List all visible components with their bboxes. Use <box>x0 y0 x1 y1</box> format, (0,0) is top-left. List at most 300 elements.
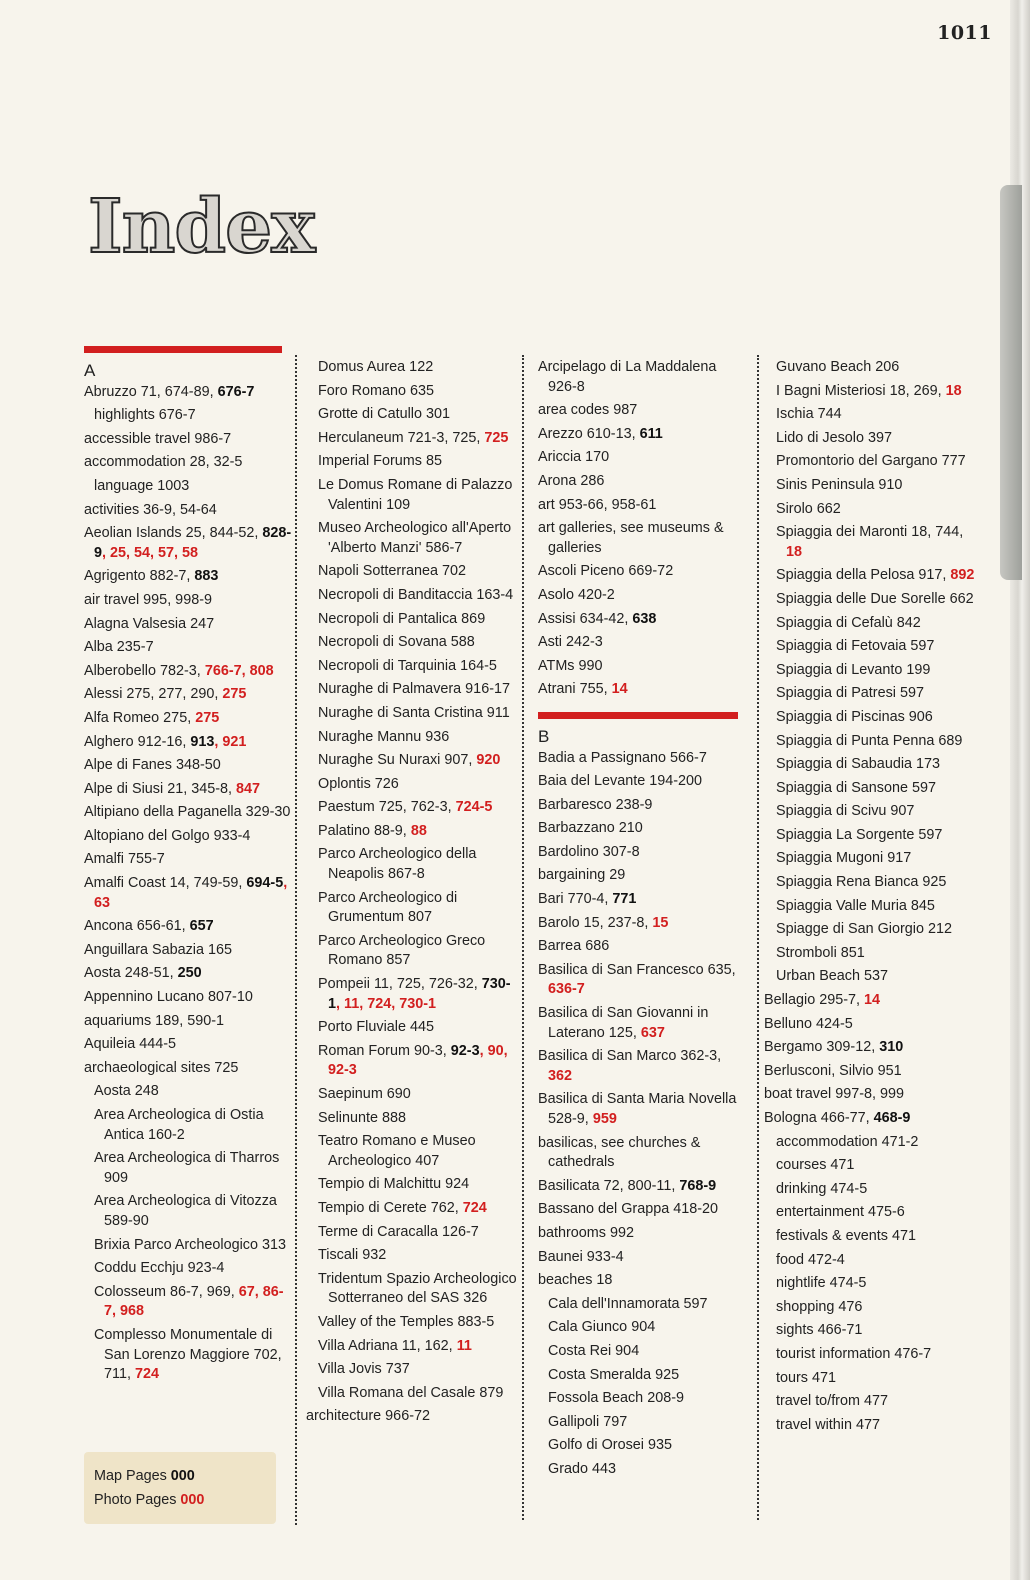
entry-text: area codes 987 <box>538 402 638 419</box>
index-entry <box>538 401 743 421</box>
entry-photo-page: 18 <box>945 382 962 399</box>
index-entry <box>538 1004 743 1043</box>
entry-text: Asolo 420-2 <box>538 586 615 603</box>
entry-text: Bergamo 309-12, <box>764 1039 880 1056</box>
entry-text: travel to/from 477 <box>776 1393 888 1410</box>
entry-text: Basilica di San Giovanni in Laterano 125, <box>538 1005 709 1041</box>
entry-text: Alfa Romeo 275, <box>84 709 196 726</box>
entry-photo-page: 11 <box>456 1337 472 1354</box>
index-entry <box>776 405 976 425</box>
index-entry <box>84 874 294 913</box>
section-bar <box>84 346 282 353</box>
index-entry <box>84 524 294 563</box>
index-entry <box>776 1156 976 1176</box>
entry-text: Villa Jovis 737 <box>318 1361 410 1378</box>
entry-text: Baunei 933-4 <box>538 1248 624 1265</box>
index-entry <box>776 661 976 681</box>
index-entry <box>318 1175 518 1195</box>
entry-text: Alba 235-7 <box>84 639 154 656</box>
entry-text: Aosta 248-51, <box>84 965 178 982</box>
entry-list <box>538 749 743 1480</box>
index-entry <box>538 1200 743 1220</box>
entry-map-page: 638 <box>632 610 657 627</box>
entry-text: Nuraghe di Santa Cristina 911 <box>318 704 510 721</box>
index-entry <box>776 779 976 799</box>
entry-text: Spiaggia di Patresi 597 <box>776 685 925 702</box>
index-entry <box>318 1337 518 1357</box>
entry-text: activities 36-9, 54-64 <box>84 501 217 518</box>
index-entry <box>318 382 518 402</box>
entry-text: ATMs 990 <box>538 657 603 674</box>
index-entry <box>538 633 743 653</box>
entry-text: basilicas, see churches & cathedrals <box>538 1134 701 1171</box>
legend-value: 000 <box>180 1492 205 1508</box>
entry-text: Brixia Parco Archeologico 313 <box>94 1236 286 1253</box>
index-entry <box>538 472 743 492</box>
index-entry <box>84 1059 294 1079</box>
entry-text: Imperial Forums 85 <box>318 453 442 470</box>
index-entry <box>84 780 294 800</box>
entry-text: accommodation 471-2 <box>776 1133 919 1150</box>
entry-photo-page: 637 <box>640 1024 665 1041</box>
index-entry <box>776 614 976 634</box>
index-entry <box>318 1109 518 1129</box>
entry-text: Le Domus Romane di Palazzo Valentini 109 <box>318 476 513 513</box>
entry-list <box>764 358 976 1435</box>
entry-photo-page: 14 <box>611 681 628 698</box>
entry-text: Golfo di Orosei 935 <box>548 1437 672 1454</box>
entry-text: Aquileia 444-5 <box>84 1036 177 1053</box>
index-entry <box>538 914 743 934</box>
legend-label: Photo Pages <box>94 1492 181 1508</box>
index-entry <box>776 476 976 496</box>
entry-text: festivals & events 471 <box>776 1227 916 1244</box>
entry-photo-page: , 921 <box>214 733 247 750</box>
entry-text: Costa Rei 904 <box>548 1342 640 1359</box>
index-entry <box>538 425 743 445</box>
index-entry <box>318 1270 518 1309</box>
index-entry <box>776 684 976 704</box>
entry-text: Atrani 755, <box>538 681 612 698</box>
index-entry <box>84 567 294 587</box>
index-entry <box>318 1246 518 1266</box>
entry-text: Urban Beach 537 <box>776 968 889 985</box>
entry-photo-page: 892 <box>950 567 975 584</box>
entry-text: Selinunte 888 <box>318 1109 407 1126</box>
entry-photo-page: , 90, 92-3 <box>328 1042 508 1079</box>
entry-text: Fossola Beach 208-9 <box>548 1390 684 1407</box>
entry-text: Terme di Caracalla 126-7 <box>318 1223 479 1240</box>
column-divider <box>757 355 759 1520</box>
section-letter-b: B <box>538 726 550 746</box>
index-entry <box>538 1436 743 1456</box>
index-entry <box>538 1318 743 1338</box>
entry-photo-page: 15 <box>652 914 669 931</box>
index-entry <box>538 680 743 700</box>
entry-text: Belluno 424-5 <box>764 1015 853 1032</box>
entry-text: tours 471 <box>776 1369 837 1386</box>
index-entry <box>538 1366 743 1386</box>
index-entry <box>538 1047 743 1086</box>
page-number: 1011 <box>937 22 992 44</box>
index-entry <box>84 1259 294 1279</box>
entry-text: shopping 476 <box>776 1298 863 1315</box>
index-entry <box>538 843 743 863</box>
index-entry <box>538 1248 743 1268</box>
entry-text: Grado 443 <box>548 1460 617 1477</box>
index-entry <box>318 1384 518 1404</box>
entry-map-page: 250 <box>177 965 202 982</box>
entry-photo-page: 766-7, 808 <box>204 662 274 679</box>
index-entry <box>538 819 743 839</box>
index-entry <box>318 775 518 795</box>
index-entry <box>318 476 518 515</box>
entry-text: Abruzzo 71, 674-89, <box>84 383 218 400</box>
entry-text: Badia a Passignano 566-7 <box>538 749 707 766</box>
index-entry <box>84 964 294 984</box>
index-entry <box>776 1274 976 1294</box>
entry-text: Amalfi Coast 14, 749-59, <box>84 875 247 892</box>
entry-text: Ascoli Piceno 669-72 <box>538 563 674 580</box>
index-entry <box>318 1313 518 1333</box>
entry-text: Napoli Sotterranea 702 <box>318 563 467 580</box>
entry-text: Barolo 15, 237-8, <box>538 914 653 931</box>
index-entry <box>318 1360 518 1380</box>
index-entry <box>318 452 518 472</box>
entry-text: Tempio di Malchittu 924 <box>318 1176 470 1193</box>
index-entry <box>764 1015 976 1035</box>
entry-text: Parco Archeologico Greco Romano 857 <box>318 932 486 969</box>
index-entry <box>318 798 518 818</box>
entry-text: Museo Archeologico all'Aperto 'Alberto Manzi' 586-7 <box>318 520 512 556</box>
index-entry <box>84 850 294 870</box>
entry-text: Roman Forum 90-3, <box>318 1042 451 1059</box>
index-entry <box>84 1106 294 1145</box>
entry-text: Spiaggia di Cefalù 842 <box>776 614 921 631</box>
entry-text: air travel 995, 998-9 <box>84 591 212 608</box>
entry-text: bargaining 29 <box>538 867 626 884</box>
index-entry <box>318 845 518 884</box>
index-entry <box>84 501 294 521</box>
entry-text: Agrigento 882-7, <box>84 568 195 585</box>
index-entry <box>538 586 743 606</box>
entry-text: accommodation 28, 32-5 <box>84 454 243 471</box>
entry-text: architecture 966-72 <box>306 1408 430 1425</box>
page-title: Index <box>88 184 315 270</box>
entry-text: Bologna 466-77, <box>764 1110 874 1126</box>
index-entry <box>776 1416 976 1436</box>
section-bar <box>538 712 738 719</box>
index-entry <box>318 751 518 771</box>
index-entry <box>84 591 294 611</box>
index-entry <box>776 1321 976 1341</box>
entry-text: Foro Romano 635 <box>318 382 434 399</box>
index-entry <box>84 1326 294 1385</box>
entry-text: Area Archeologica di Vitozza 589-90 <box>94 1193 277 1229</box>
entry-text: Lido di Jesolo 397 <box>776 429 893 446</box>
photo-pages-legend <box>94 1488 276 1512</box>
index-column-2 <box>306 358 518 1431</box>
index-entry <box>538 1389 743 1409</box>
entry-text: Paestum 725, 762-3, <box>318 799 456 816</box>
entry-map-page: 657 <box>189 918 214 935</box>
entry-text: Palatino 88-9, <box>318 822 411 839</box>
index-entry <box>776 826 976 846</box>
entry-text: Teatro Romano e Museo Archeologico 407 <box>318 1133 476 1169</box>
index-entry <box>776 944 976 964</box>
entry-text: Cala Giunco 904 <box>548 1319 656 1336</box>
index-entry <box>538 937 743 957</box>
entry-map-page: 768-9 <box>679 1177 717 1194</box>
index-entry <box>318 822 518 842</box>
index-entry <box>84 477 294 497</box>
entry-text: Spiaggia di Punta Penna 689 <box>776 732 963 749</box>
entry-text: art 953-66, 958-61 <box>538 496 657 513</box>
entry-text: Tridentum Spazio Archeologico Sotterraneo del SAS 326 <box>318 1270 517 1307</box>
index-entry <box>776 708 976 728</box>
entry-text: Stromboli 851 <box>776 944 865 961</box>
entry-text: Oplontis 726 <box>318 775 399 792</box>
index-entry <box>84 733 294 753</box>
index-entry <box>776 1298 976 1318</box>
index-entry <box>776 1180 976 1200</box>
entry-text: I Bagni Misteriosi 18, 269, <box>776 382 946 399</box>
entry-text: food 472-4 <box>776 1251 845 1268</box>
index-column-1 <box>84 358 294 1389</box>
entry-photo-page: 67, 86-7, 968 <box>104 1283 284 1320</box>
index-entry <box>318 1223 518 1243</box>
index-entry <box>538 961 743 1000</box>
index-entry <box>318 932 518 971</box>
entry-text: Herculaneum 721-3, 725, <box>318 429 485 446</box>
entry-text: Guvano Beach 206 <box>776 359 900 375</box>
entry-list <box>538 358 743 700</box>
index-entry <box>776 755 976 775</box>
entry-text: Arezzo 610-13, <box>538 425 640 442</box>
index-entry <box>84 1012 294 1032</box>
entry-text: Alpe di Fanes 348-50 <box>84 757 221 774</box>
entry-text: Spiaggia Valle Muria 845 <box>776 897 935 914</box>
index-entry <box>776 637 976 657</box>
index-entry <box>538 1271 743 1291</box>
entry-map-page: 913 <box>190 733 215 750</box>
index-entry <box>764 1038 976 1058</box>
entry-text: Alessi 275, 277, 290, <box>84 686 223 703</box>
entry-text: Spiaggia della Pelosa 917, <box>776 567 951 584</box>
index-entry <box>538 610 743 630</box>
entry-map-page: 611 <box>639 425 663 442</box>
index-entry <box>538 562 743 582</box>
entry-photo-page: , 25, 54, 57, 58 <box>102 544 199 561</box>
index-entry <box>538 657 743 677</box>
entry-text: Amalfi 755-7 <box>84 851 165 868</box>
entry-text: nightlife 474-5 <box>776 1275 867 1292</box>
map-pages-legend <box>94 1464 276 1488</box>
entry-photo-page: 18 <box>786 543 803 560</box>
entry-text: tourist information 476-7 <box>776 1345 932 1362</box>
entry-text: courses 471 <box>776 1157 855 1174</box>
entry-text: Alpe di Siusi 21, 345-8, <box>84 780 236 797</box>
index-entry <box>538 1224 743 1244</box>
entry-text: Porto Fluviale 445 <box>318 1019 434 1036</box>
entry-text: Parco Archeologico di Grumentum 807 <box>318 889 458 926</box>
index-entry <box>318 405 518 425</box>
index-entry <box>538 1177 743 1197</box>
index-entry <box>318 1132 518 1171</box>
index-entry <box>776 1345 976 1365</box>
entry-text: bathrooms 992 <box>538 1224 634 1241</box>
index-entry <box>318 519 518 558</box>
entry-text: boat travel 997-8, 999 <box>764 1086 905 1103</box>
entry-map-page: 694-5 <box>246 875 284 892</box>
entry-text: Altopiano del Golgo 933-4 <box>84 827 251 844</box>
index-entry <box>764 991 976 1011</box>
entry-text: art galleries, see museums & galleries <box>538 520 724 556</box>
page-legend <box>84 1452 276 1524</box>
index-entry <box>84 917 294 937</box>
section-letter-a: A <box>84 361 96 380</box>
entry-text: Spiaggia delle Due Sorelle 662 <box>776 590 974 607</box>
index-entry <box>776 849 976 869</box>
index-entry <box>538 796 743 816</box>
entry-text: Alghero 912-16, <box>84 733 191 750</box>
entry-text: Spiaggia di Sabaudia 173 <box>776 756 941 773</box>
entry-text: Colosseum 86-7, 969, <box>94 1283 239 1300</box>
index-entry <box>84 988 294 1008</box>
entry-text: Pompeii 11, 725, 726-32, <box>318 976 482 993</box>
entry-photo-page: 275 <box>195 709 220 726</box>
index-entry <box>538 448 743 468</box>
index-entry <box>318 1042 518 1081</box>
entry-text: Barrea 686 <box>538 938 610 955</box>
entry-text: Villa Romana del Casale 879 <box>318 1384 504 1401</box>
entry-text: Grotte di Catullo 301 <box>318 406 450 423</box>
entry-text: Altipiano della Paganella 329-30 <box>84 804 291 821</box>
thumb-tab <box>1000 185 1022 580</box>
index-entry <box>84 941 294 961</box>
entry-text: Villa Adriana 11, 162, <box>318 1337 457 1354</box>
entry-text: Bassano del Grappa 418-20 <box>538 1201 719 1218</box>
entry-text: Promontorio del Gargano 777 <box>776 453 966 470</box>
index-entry <box>318 1018 518 1038</box>
entry-map-page: 92-3 <box>450 1042 480 1059</box>
entry-text: Arcipelago di La Maddalena 926-8 <box>538 359 717 395</box>
entry-text: Necropoli di Tarquinia 164-5 <box>318 657 497 674</box>
entry-photo-page: 275 <box>222 686 247 703</box>
entry-text: Nuraghe Su Nuraxi 907, <box>318 752 477 769</box>
entry-text: Sirolo 662 <box>776 500 841 517</box>
index-entry <box>538 519 743 558</box>
entry-map-page: 828-9 <box>94 525 292 561</box>
entry-map-page: 730-1 <box>328 976 511 1012</box>
entry-text: Alberobello 782-3, <box>84 662 205 679</box>
index-entry <box>538 1460 743 1480</box>
entry-text: Necropoli di Sovana 588 <box>318 634 475 651</box>
entry-map-page: 771 <box>612 891 637 908</box>
entry-text: Coddu Ecchju 923-4 <box>94 1260 225 1277</box>
entry-photo-page: 724 <box>134 1366 159 1383</box>
entry-text: highlights 676-7 <box>94 407 196 424</box>
entry-text: Barbazzano 210 <box>538 820 643 837</box>
index-entry <box>84 662 294 682</box>
entry-text: Gallipoli 797 <box>548 1413 628 1430</box>
index-entry <box>84 1082 294 1102</box>
index-entry <box>538 1090 743 1129</box>
index-entry <box>776 920 976 940</box>
entry-text: Nuraghe Mannu 936 <box>318 728 450 745</box>
entry-map-page: 310 <box>879 1039 904 1056</box>
index-entry <box>776 523 976 562</box>
index-entry <box>776 1133 976 1153</box>
entry-text: Anguillara Sabazia 165 <box>84 941 233 958</box>
index-entry <box>318 562 518 582</box>
entry-text: Barbaresco 238-9 <box>538 796 653 813</box>
entry-photo-page: 636-7 <box>548 981 585 998</box>
index-entry <box>318 429 518 449</box>
index-entry <box>318 610 518 630</box>
entry-text: Aeolian Islands 25, 844-52, <box>84 525 263 542</box>
entry-list <box>306 358 518 1427</box>
entry-photo-page: 362 <box>548 1067 573 1084</box>
index-entry <box>318 728 518 748</box>
index-entry <box>776 590 976 610</box>
entry-text: aquariums 189, 590-1 <box>84 1012 224 1029</box>
index-entry <box>84 685 294 705</box>
index-entry <box>84 453 294 473</box>
index-entry <box>538 1413 743 1433</box>
entry-photo-page: 847 <box>236 780 261 797</box>
entry-text: Appennino Lucano 807-10 <box>84 989 253 1006</box>
index-entry <box>776 566 976 586</box>
entry-text: drinking 474-5 <box>776 1180 868 1197</box>
index-entry <box>776 500 976 520</box>
index-entry <box>776 732 976 752</box>
index-entry <box>318 358 518 378</box>
index-entry <box>538 496 743 516</box>
entry-photo-page: 724-5 <box>455 799 493 816</box>
entry-text: Valley of the Temples 883-5 <box>318 1313 495 1330</box>
entry-map-page: 468-9 <box>873 1110 911 1126</box>
entry-text: Tiscali 932 <box>318 1247 387 1264</box>
entry-text: Ariccia 170 <box>538 449 610 466</box>
entry-text: Asti 242-3 <box>538 634 603 651</box>
column-divider <box>522 355 524 1520</box>
entry-text: Baia del Levante 194-200 <box>538 773 703 790</box>
index-entry <box>538 749 743 769</box>
index-entry <box>318 704 518 724</box>
index-entry <box>318 680 518 700</box>
entry-photo-page: , 63 <box>94 875 288 911</box>
entry-text: Ischia 744 <box>776 406 842 423</box>
entry-photo-page: 725 <box>484 429 509 446</box>
entry-text: Basilica di San Marco 362-3, <box>538 1048 722 1065</box>
index-entry <box>84 638 294 658</box>
index-entry <box>538 772 743 792</box>
entry-text: Saepinum 690 <box>318 1086 411 1102</box>
legend-value: 000 <box>170 1468 195 1484</box>
index-entry <box>84 1149 294 1188</box>
entry-text: language 1003 <box>94 477 190 494</box>
index-entry <box>84 406 294 426</box>
index-entry <box>538 1342 743 1362</box>
entry-text: Spiaggia di Levanto 199 <box>776 661 931 678</box>
index-entry <box>764 1109 976 1129</box>
entry-text: Berlusconi, Silvio 951 <box>764 1062 902 1079</box>
index-entry <box>776 873 976 893</box>
entry-text: accessible travel 986-7 <box>84 430 232 447</box>
entry-text: Complesso Monumentale di San Lorenzo Maggiore 702, 711, <box>94 1326 282 1383</box>
index-entry <box>318 975 518 1014</box>
